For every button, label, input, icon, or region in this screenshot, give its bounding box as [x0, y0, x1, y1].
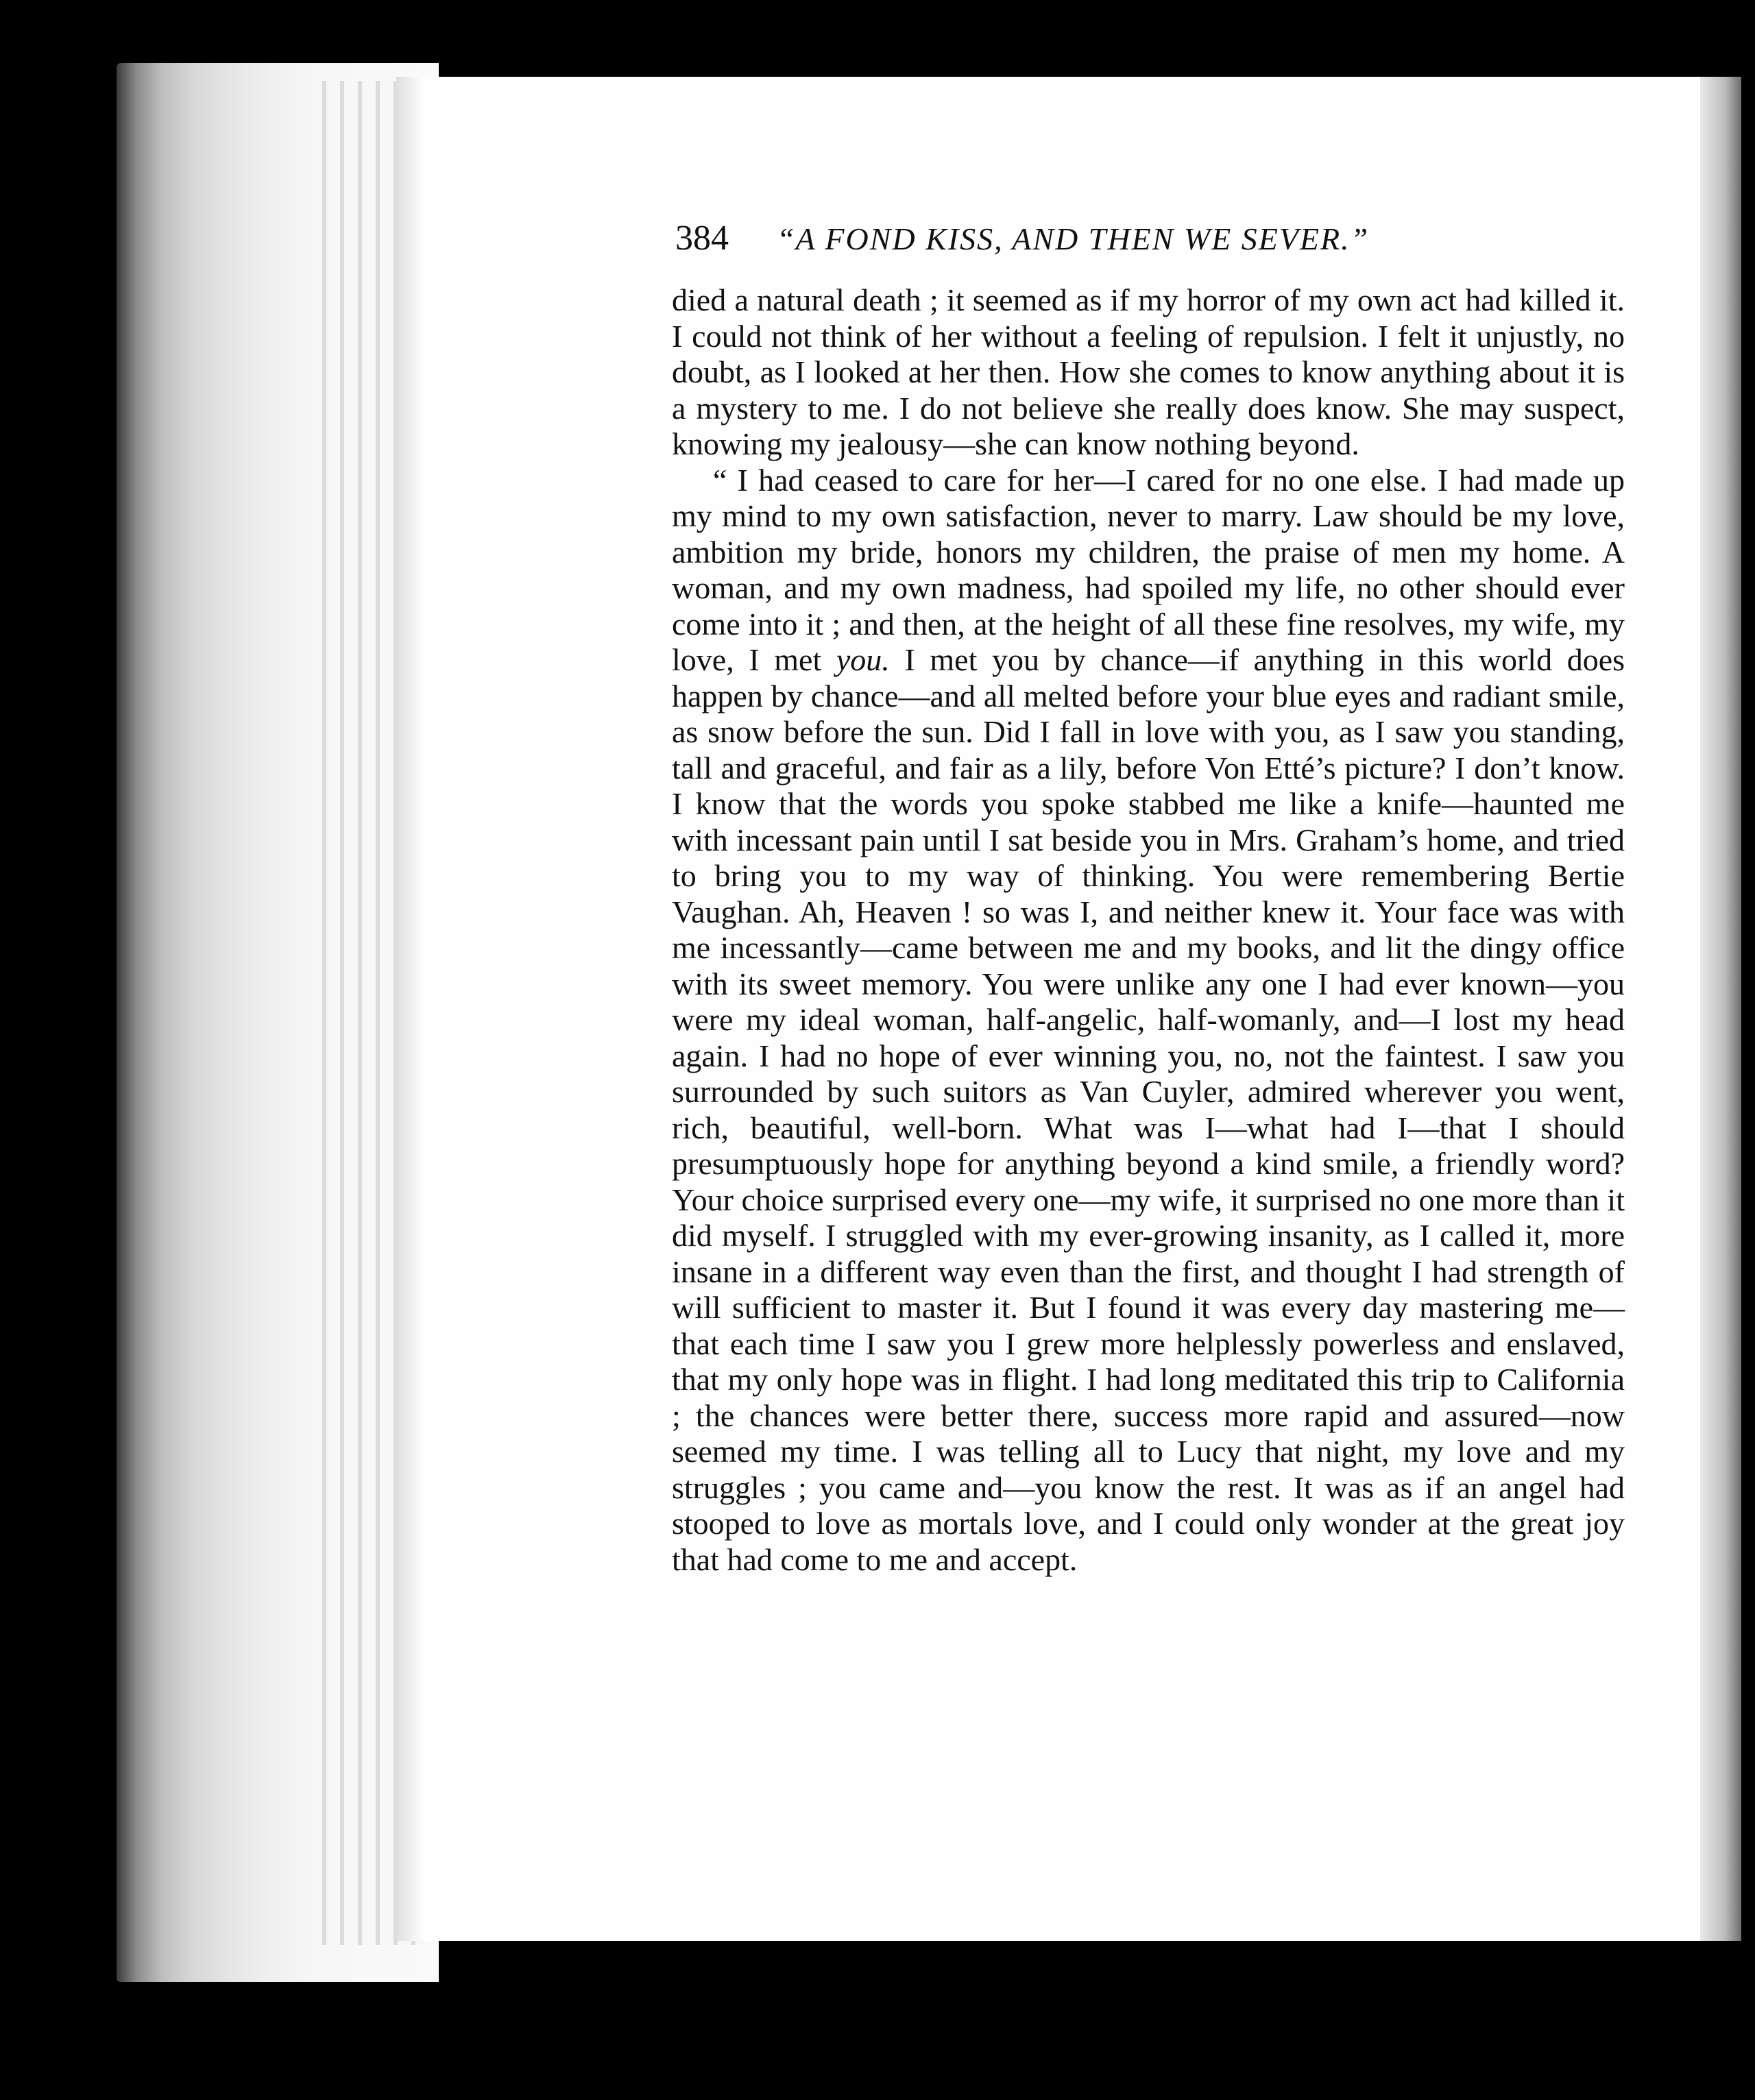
paragraph-1: died a natural death ; it seemed as if my horror of my own act had killed it. I could not think of her without a feeling of repulsion. I felt it unjustly, no doubt, as I looked at her then. How she comes to know anything about it is a mystery to me. I do not believe she really does know. She may suspect, knowing my jealousy—she can know nothing beyond. [672, 282, 1625, 461]
page-right-edge [1700, 77, 1741, 1941]
running-title: “A FOND KISS, AND THEN WE SEVER.” [777, 221, 1370, 256]
body-text [672, 282, 1625, 1578]
emphasized-word: you. [836, 642, 890, 677]
gutter-shadow [396, 77, 424, 1941]
paragraph-2 [672, 463, 1625, 1578]
paragraph-2-text-after: I met you by chance—if anything in this world does happen by chance—and all melted before your blue eyes and radiant smile, as snow before the sun. Did I fall in love with you, as I saw you standing, tall and graceful, and fair as a lily, before Von Etté’s picture? I don’t know. I know that the words you spoke stabbed me like a knife—haunted me with incessant pain until I sat beside you in Mrs. Graham’s home, and tried to bring you to my way of thinking. You were remembering Bertie Vaughan. Ah, Heaven ! so was I, and neither knew it. Your face was with me incessantly—came between me and my books, and lit the dingy office with its sweet memory. You were unlike any one I had ever known—you were my ideal woman, half-angelic, half-womanly, and—I lost my head again. I had no hope of ever winning you, no, not the faintest. I saw you surrounded by such suitors as Van Cuyler, admired wherever you went, rich, beautiful, well-born. What was I—what had I—that I should presumptuously hope for anything beyond a kind smile, a friendly word? Your choice surprised every one—my wife, it surprised no one more than it did myself. I struggled with my ever-growing insanity, as I called it, more insane in a different way even than the first, and thought I had strength of will sufficient to master it. But I found it was every day mastering me—that each time I saw you I grew more helplessly powerless and enslaved, that my only hope was in flight. I had long meditated this trip to California ; the chances were better there, success more rapid and assured—now seemed my time. I was telling all to Lucy that night, my love and my struggles ; you came and—you know the rest. It was as if an angel had stooped to love as mortals love, and I could only wonder at the great joy that had come to me and accept. [672, 642, 1625, 1577]
paragraph-2-text-before: “ I had ceased to care for her—I cared for no one else. I had made up my mind to my own satisfaction, never to marry. Law should be my love, ambition my bride, honors my children, the praise of men my home. A woman, and my own madness, had spoiled my life, no other should ever come into it ; and then, at the height of all these fine resolves, my wife, my love, I met [672, 462, 1625, 677]
page-number: 384 [675, 219, 729, 258]
running-header [675, 218, 1628, 266]
